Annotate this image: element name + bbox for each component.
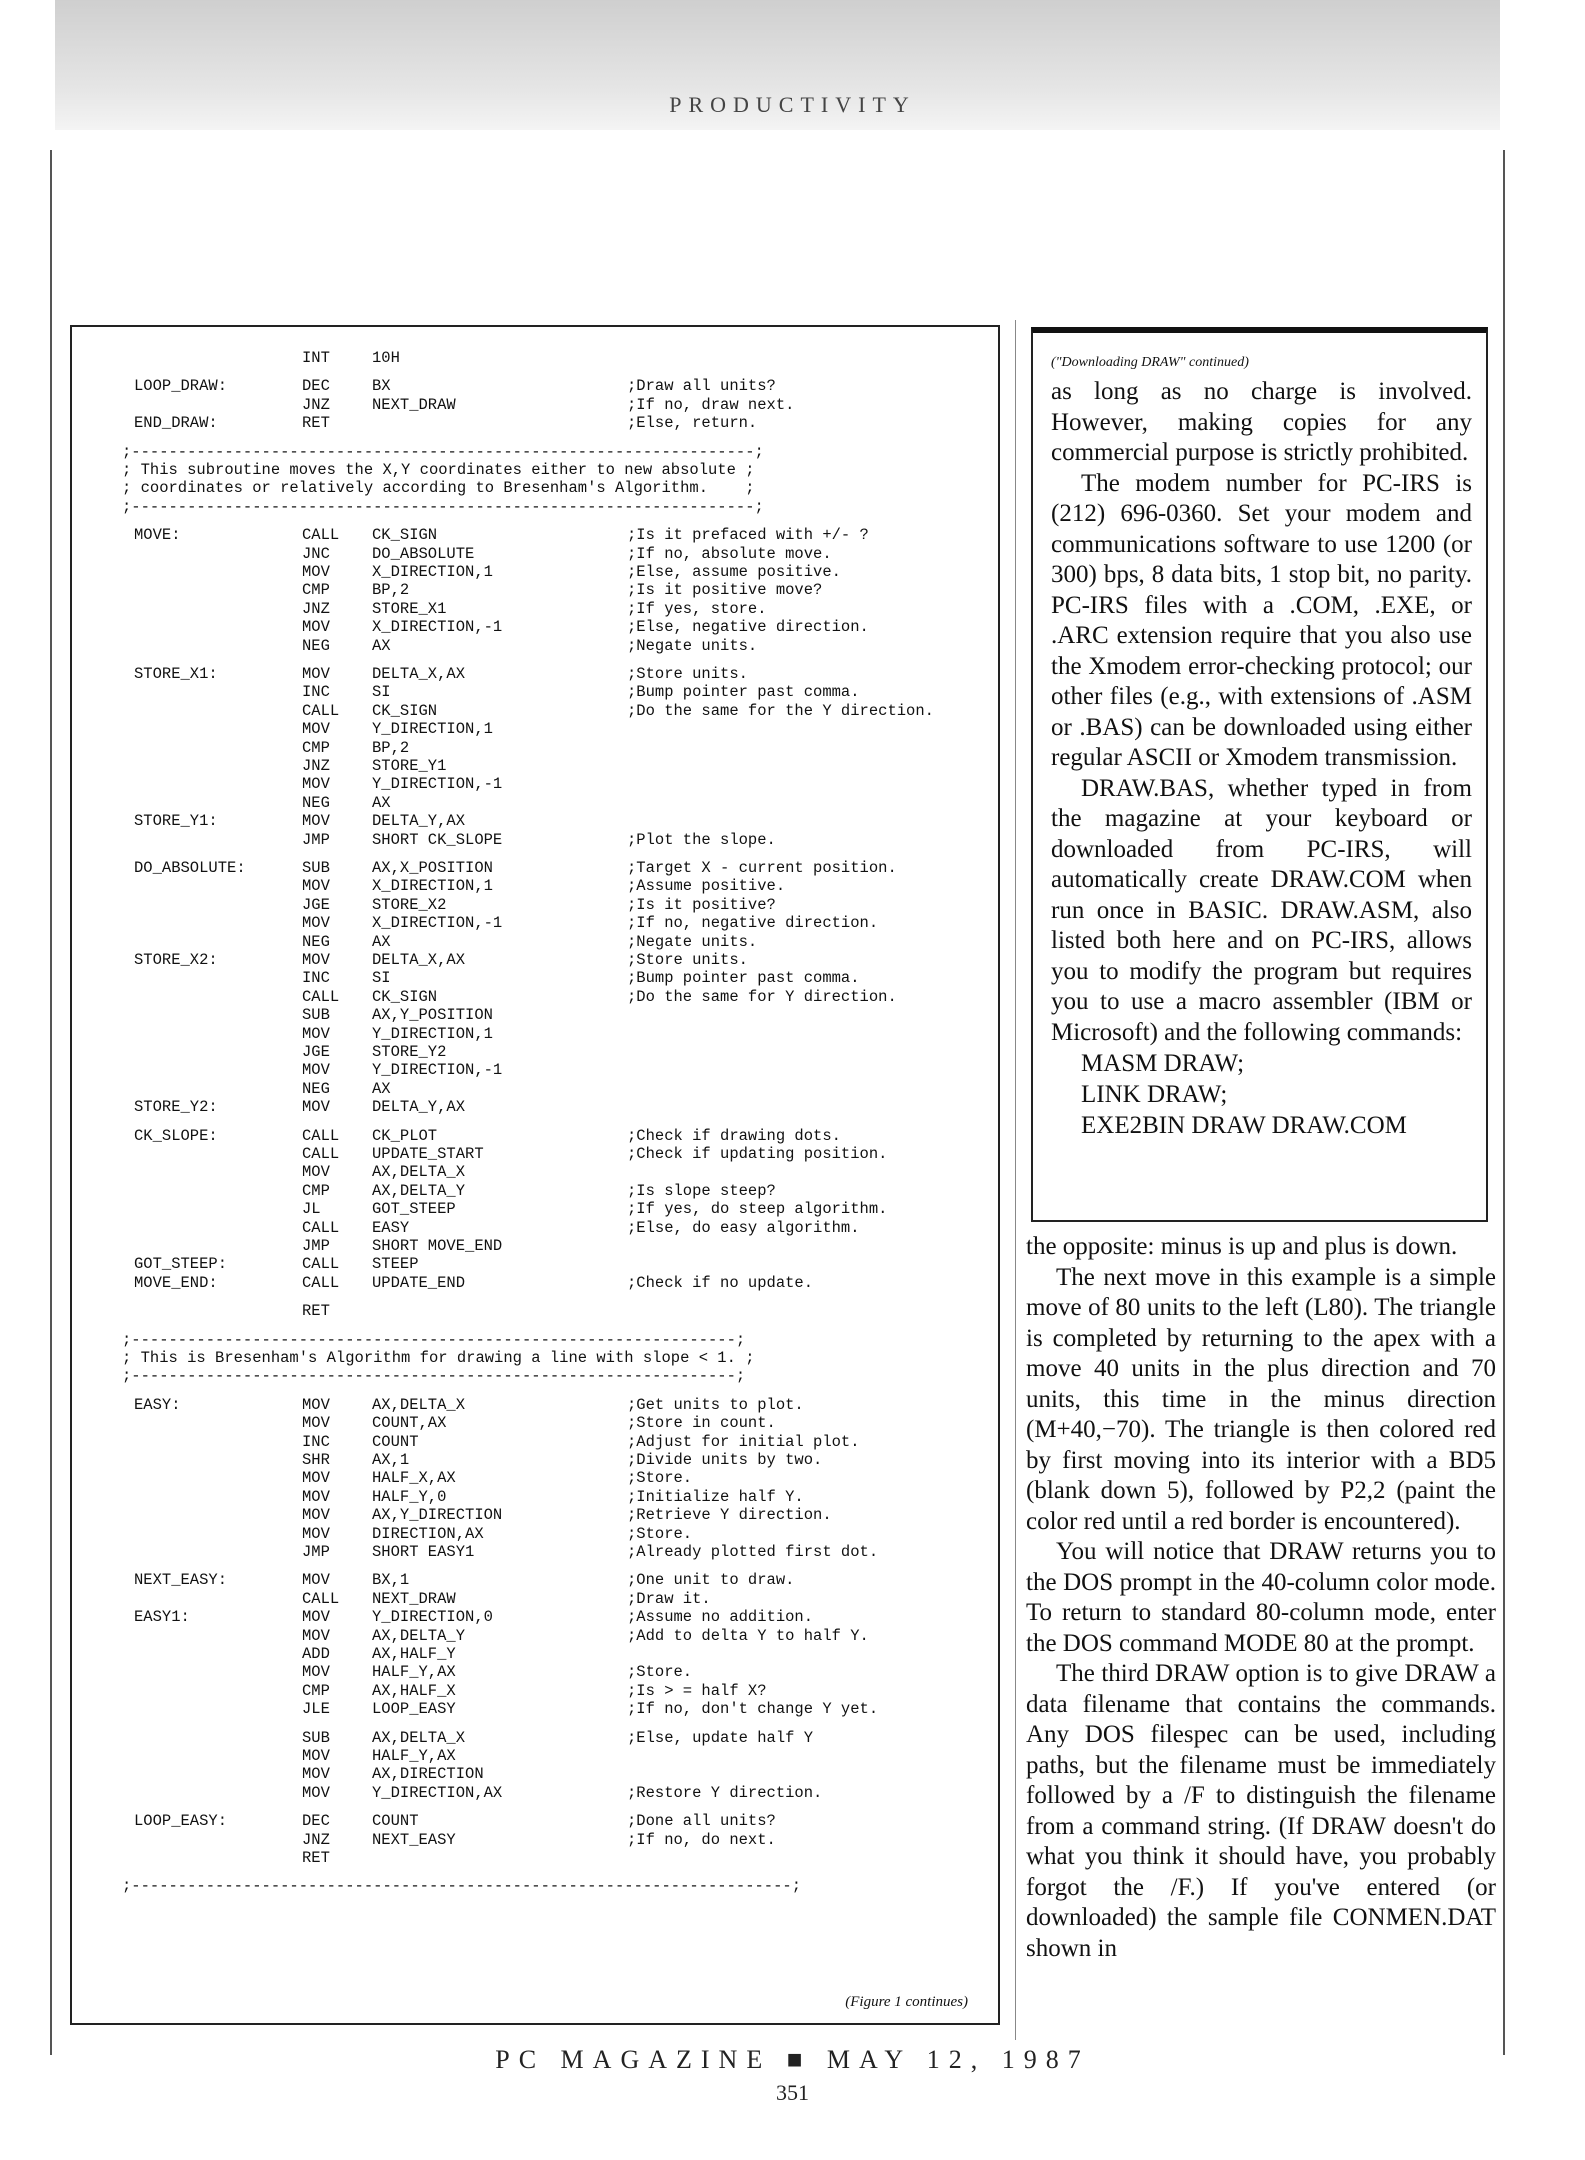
code-opcode: MOV: [302, 1024, 330, 1043]
code-opcode: INC: [302, 683, 330, 702]
assembly-listing: [72, 327, 998, 2023]
command-line: EXE2BIN DRAW DRAW.COM: [1081, 1112, 1407, 1139]
code-comment: ;Else, do easy algorithm.: [627, 1218, 860, 1237]
code-opcode: CALL: [302, 526, 340, 545]
code-operand: AX,DIRECTION: [372, 1765, 484, 1784]
code-operand: DELTA_X,AX: [372, 665, 466, 683]
comment-box-text: ;-------------------------------------------------------------------;: [122, 442, 764, 461]
code-label: STORE_Y1:: [134, 812, 218, 831]
code-label: STORE_X2:: [134, 951, 218, 969]
code-operand: HALF_Y,AX: [372, 1663, 456, 1682]
code-comment: ;Assume no addition.: [627, 1608, 814, 1627]
code-opcode: MOV: [302, 1414, 330, 1433]
code-operand: HALF_X,AX: [372, 1469, 456, 1488]
code-comment: ;Bump pointer past comma.: [627, 683, 860, 702]
comment-box-text: ; coordinates or relatively according to Bresenham's Algorithm. ;: [122, 479, 755, 498]
code-opcode: CALL: [302, 701, 340, 720]
code-label: END_DRAW:: [134, 414, 218, 433]
code-label: LOOP_DRAW:: [134, 377, 228, 396]
code-opcode: MOV: [302, 1469, 330, 1488]
command-list: [1081, 1048, 1472, 1141]
code-operand: Y_DIRECTION,AX: [372, 1783, 503, 1802]
code-operand: HALF_Y,AX: [372, 1747, 456, 1765]
code-opcode: CMP: [302, 1681, 330, 1700]
code-operand: DELTA_X,AX: [372, 951, 466, 969]
code-opcode: CALL: [302, 987, 340, 1006]
code-operand: BP,2: [372, 581, 410, 600]
code-opcode: JNC: [302, 544, 330, 563]
code-comment: ;Else, update half Y: [627, 1728, 814, 1747]
code-comment: ;Store in count.: [627, 1414, 776, 1433]
code-opcode: NEG: [302, 1079, 330, 1098]
code-opcode: MOV: [302, 775, 330, 794]
code-operand: AX: [372, 793, 391, 812]
code-operand: Y_DIRECTION,1: [372, 1024, 493, 1043]
code-comment: ;Is it prefaced with +/- ?: [627, 526, 869, 545]
code-operand: UPDATE_START: [372, 1145, 484, 1163]
code-operand: AX,DELTA_Y: [372, 1626, 466, 1645]
code-operand: AX,DELTA_X: [372, 1395, 466, 1414]
code-opcode: MOV: [302, 914, 330, 933]
code-operand: DIRECTION,AX: [372, 1524, 484, 1543]
code-comment: ;Store units.: [627, 951, 748, 969]
code-opcode: JNZ: [302, 757, 330, 775]
code-operand: STEEP: [372, 1255, 419, 1274]
code-operand: NEXT_DRAW: [372, 395, 456, 414]
code-opcode: CALL: [302, 1589, 340, 1608]
code-operand: AX,DELTA_X: [372, 1163, 466, 1182]
code-comment: ;Initialize half Y.: [627, 1487, 804, 1506]
code-opcode: MOV: [302, 1663, 330, 1682]
code-comment: ;If no, don't change Y yet.: [627, 1700, 879, 1719]
code-comment: ;Do the same for the Y direction.: [627, 701, 934, 720]
article-paragraph: The next move in this example is a simple move of 80 units to the left (L80). The triangle is completed by returning to the apex with a move 40 units in the plus direction and 70 units, this time in the minus direction (M+40,−70). The triangle is then colored red by first moving into its interior with a BD5 (blank down 5), followed by P2,2 (paint the color red until a red border is encountered).: [1026, 1263, 1496, 1535]
code-comment: ;If yes, store.: [627, 599, 767, 618]
code-operand: NEXT_EASY: [372, 1830, 456, 1849]
code-opcode: MOV: [302, 1608, 330, 1627]
code-comment: ;If no, do next.: [627, 1830, 776, 1849]
code-opcode: JGE: [302, 895, 330, 914]
code-opcode: SHR: [302, 1451, 330, 1469]
article-paragraph: You will notice that DRAW returns you to the DOS prompt in the 40-column color mode. To return to standard 80-column mode, enter the DOS command MODE 80 at the prompt.: [1026, 1538, 1496, 1657]
code-opcode: CMP: [302, 738, 330, 757]
code-operand: SI: [372, 683, 391, 702]
code-comment: ;Divide units by two.: [627, 1451, 823, 1469]
comment-box-text: ; This is Bresenham's Algorithm for drawing a line with slope < 1. ;: [122, 1349, 755, 1367]
code-label: STORE_Y2:: [134, 1098, 218, 1117]
code-opcode: CALL: [302, 1126, 340, 1145]
code-label: GOT_STEEP:: [134, 1255, 228, 1274]
code-opcode: INT: [302, 349, 330, 367]
comment-box-text: ;-----------------------------------------------------------------;: [122, 1330, 746, 1349]
code-comment: ;Draw it.: [627, 1589, 711, 1608]
code-operand: Y_DIRECTION,-1: [372, 1061, 503, 1080]
code-operand: Y_DIRECTION,1: [372, 720, 493, 739]
code-comment: ;If no, negative direction.: [627, 914, 879, 933]
code-opcode: RET: [302, 1302, 330, 1321]
column-rule: [1015, 320, 1016, 2040]
code-opcode: MOV: [302, 1747, 330, 1765]
code-opcode: SUB: [302, 859, 330, 877]
code-opcode: MOV: [302, 1487, 330, 1506]
code-opcode: MOV: [302, 877, 330, 896]
code-operand: 10H: [372, 349, 400, 367]
code-label: STORE_X1:: [134, 665, 218, 683]
code-label: EASY1:: [134, 1608, 190, 1627]
code-opcode: CALL: [302, 1145, 340, 1163]
page-number: 351: [776, 2080, 809, 2105]
code-operand: X_DIRECTION,1: [372, 563, 493, 581]
code-opcode: MOV: [302, 720, 330, 739]
code-opcode: DEC: [302, 377, 330, 396]
code-comment: ;Check if updating position.: [627, 1145, 888, 1163]
code-operand: NEXT_DRAW: [372, 1589, 456, 1608]
code-opcode: JNZ: [302, 1830, 330, 1849]
comment-box-text: ;-----------------------------------------------------------------;: [122, 1367, 746, 1386]
code-operand: AX: [372, 636, 391, 655]
code-operand: AX: [372, 1079, 391, 1098]
code-opcode: JMP: [302, 1237, 330, 1255]
code-opcode: NEG: [302, 636, 330, 655]
code-opcode: MOV: [302, 618, 330, 637]
code-comment: ;Target X - current position.: [627, 859, 897, 877]
code-operand: UPDATE_END: [372, 1273, 466, 1292]
code-opcode: MOV: [302, 1098, 330, 1117]
magazine-footer: PC MAGAZINE ■ MAY 12, 1987: [495, 2045, 1090, 2074]
code-label: NEXT_EASY:: [134, 1571, 228, 1590]
code-comment: ;Check if no update.: [627, 1273, 814, 1292]
code-opcode: MOV: [302, 1061, 330, 1080]
code-label: MOVE:: [134, 526, 181, 545]
code-operand: COUNT,AX: [372, 1414, 447, 1433]
code-comment: ;Already plotted first dot.: [627, 1543, 879, 1561]
code-comment: ;Done all units?: [627, 1812, 776, 1831]
code-label: LOOP_EASY:: [134, 1812, 228, 1831]
code-opcode: CALL: [302, 1218, 340, 1237]
code-opcode: NEG: [302, 932, 330, 951]
code-opcode: INC: [302, 1432, 330, 1451]
code-opcode: CMP: [302, 581, 330, 600]
code-comment: ;Else, assume positive.: [627, 563, 841, 581]
code-comment: ;Plot the slope.: [627, 830, 776, 849]
code-comment: ;Negate units.: [627, 636, 758, 655]
code-opcode: MOV: [302, 563, 330, 581]
code-opcode: JL: [302, 1200, 321, 1219]
code-comment: ;Store.: [627, 1469, 693, 1488]
code-opcode: MOV: [302, 665, 330, 683]
code-operand: Y_DIRECTION,-1: [372, 775, 503, 794]
code-comment: ;One unit to draw.: [627, 1571, 795, 1590]
code-opcode: MOV: [302, 1506, 330, 1525]
comment-box-text: ;-------------------------------------------------------------------;: [122, 497, 764, 516]
code-operand: COUNT: [372, 1432, 419, 1451]
code-operand: AX,DELTA_Y: [372, 1181, 466, 1200]
command-line: MASM DRAW;: [1081, 1050, 1245, 1077]
code-opcode: MOV: [302, 1571, 330, 1590]
figure-continues-note: (Figure 1 continues): [845, 1994, 968, 2010]
code-operand: BX: [372, 377, 391, 396]
code-operand: X_DIRECTION,-1: [372, 914, 503, 933]
code-opcode: RET: [302, 414, 330, 433]
code-comment: ;Draw all units?: [627, 377, 776, 396]
code-comment: ;If yes, do steep algorithm.: [627, 1200, 888, 1219]
code-opcode: JGE: [302, 1043, 330, 1061]
code-operand: STORE_Y1: [372, 757, 447, 775]
code-opcode: ADD: [302, 1645, 330, 1663]
code-comment: ;Store.: [627, 1524, 693, 1543]
code-operand: X_DIRECTION,-1: [372, 618, 503, 637]
command-line: LINK DRAW;: [1081, 1081, 1228, 1108]
figure-listing-box: [70, 325, 1000, 2025]
code-opcode: JMP: [302, 1543, 330, 1561]
code-comment: ;Retrieve Y direction.: [627, 1506, 832, 1525]
code-opcode: MOV: [302, 812, 330, 831]
code-opcode: MOV: [302, 951, 330, 969]
downloading-draw-sidebar: [1031, 327, 1488, 1222]
section-label: PRODUCTIVITY: [669, 92, 916, 117]
code-comment: ;Is it positive?: [627, 895, 776, 914]
code-label: MOVE_END:: [134, 1273, 218, 1292]
code-comment: ;Adjust for initial plot.: [627, 1432, 860, 1451]
code-operand: EASY: [372, 1218, 410, 1237]
code-comment: ;Check if drawing dots.: [627, 1126, 841, 1145]
code-operand: STORE_X2: [372, 895, 447, 914]
code-comment: ;Negate units.: [627, 932, 758, 951]
code-comment: ;Bump pointer past comma.: [627, 969, 860, 988]
code-opcode: CMP: [302, 1181, 330, 1200]
code-operand: AX,DELTA_X: [372, 1728, 466, 1747]
code-operand: AX,X_POSITION: [372, 859, 493, 877]
code-opcode: INC: [302, 969, 330, 988]
code-operand: AX,HALF_Y: [372, 1645, 456, 1663]
left-rule: [50, 150, 52, 2055]
code-label: DO_ABSOLUTE:: [134, 859, 246, 877]
code-opcode: SUB: [302, 1006, 330, 1025]
code-opcode: MOV: [302, 1626, 330, 1645]
sidebar-paragraph: DRAW.BAS, whether typed in from the magazine at your keyboard or downloaded from PC-IRS, will automatically create DRAW.COM when run once in BASIC. DRAW.ASM, also listed both here and on PC-IRS, allows you to modify the program but requires you to use a macro assembler (IBM or Microsoft) and the following commands:: [1051, 774, 1472, 1046]
code-operand: BX,1: [372, 1571, 410, 1590]
code-comment: ;Else, return.: [627, 414, 758, 433]
code-opcode: JMP: [302, 830, 330, 849]
code-opcode: MOV: [302, 1783, 330, 1802]
code-label: CK_SLOPE:: [134, 1126, 218, 1145]
code-operand: SHORT EASY1: [372, 1543, 475, 1561]
code-operand: COUNT: [372, 1812, 419, 1831]
sidebar-paragraph: The modem number for PC-IRS is (212) 696-0360. Set your modem and communications software to use 1200 (or 300) bps, 8 data bits, 1 stop bit, no parity. PC-IRS files with a .COM, .EXE, or .ARC extension require that you also use the Xmodem error-checking protocol; our other files (e.g., with extensions of .ASM or .BAS) can be downloaded using either regular ASCII or Xmodem transmission.: [1051, 469, 1472, 771]
code-operand: AX,Y_POSITION: [372, 1006, 493, 1025]
code-comment: ;Is it positive move?: [627, 581, 823, 600]
code-opcode: MOV: [302, 1524, 330, 1543]
code-opcode: JNZ: [302, 599, 330, 618]
code-opcode: MOV: [302, 1765, 330, 1784]
sidebar-paragraph: as long as no charge is involved. However, making copies for any commercial purpose is strictly prohibited.: [1051, 378, 1472, 466]
code-operand: LOOP_EASY: [372, 1700, 456, 1719]
code-opcode: MOV: [302, 1163, 330, 1182]
code-operand: GOT_STEEP: [372, 1200, 456, 1219]
code-comment: ;Assume positive.: [627, 877, 786, 896]
code-operand: CK_SIGN: [372, 526, 438, 545]
code-opcode: MOV: [302, 1395, 330, 1414]
code-comment: ;Is > = half X?: [627, 1681, 767, 1700]
code-opcode: CALL: [302, 1255, 340, 1274]
code-operand: DO_ABSOLUTE: [372, 544, 475, 563]
comment-box-text: ;-----------------------------------------------------------------------;: [122, 1877, 802, 1896]
right-rule: [1503, 150, 1505, 2055]
code-operand: DELTA_Y,AX: [372, 1098, 466, 1117]
code-opcode: DEC: [302, 1812, 330, 1831]
sidebar-continued-label: ("Downloading DRAW" continued): [1051, 355, 1249, 370]
code-operand: SI: [372, 969, 391, 988]
code-comment: ;Restore Y direction.: [627, 1783, 823, 1802]
code-opcode: JNZ: [302, 395, 330, 414]
code-operand: HALF_Y,0: [372, 1487, 447, 1506]
code-operand: BP,2: [372, 738, 410, 757]
code-comment: ;Is slope steep?: [627, 1181, 776, 1200]
code-operand: Y_DIRECTION,0: [372, 1608, 493, 1627]
code-comment: ;Else, negative direction.: [627, 618, 869, 637]
code-comment: ;Store units.: [627, 665, 748, 683]
code-operand: CK_SIGN: [372, 701, 438, 720]
code-comment: ;Get units to plot.: [627, 1395, 804, 1414]
code-comment: ;Do the same for Y direction.: [627, 987, 897, 1006]
article-column: [1026, 1232, 1496, 1964]
code-opcode: CALL: [302, 1273, 340, 1292]
code-operand: SHORT MOVE_END: [372, 1237, 503, 1255]
code-opcode: RET: [302, 1849, 330, 1867]
code-opcode: JLE: [302, 1700, 330, 1719]
code-operand: CK_PLOT: [372, 1126, 438, 1145]
code-label: EASY:: [134, 1395, 181, 1414]
code-operand: AX: [372, 932, 391, 951]
article-paragraph: the opposite: minus is up and plus is down.: [1026, 1233, 1458, 1260]
code-operand: STORE_Y2: [372, 1043, 447, 1061]
code-operand: AX,Y_DIRECTION: [372, 1506, 503, 1525]
code-operand: AX,1: [372, 1451, 410, 1469]
code-operand: SHORT CK_SLOPE: [372, 830, 503, 849]
code-comment: ;Store.: [627, 1663, 693, 1682]
code-operand: STORE_X1: [372, 599, 447, 618]
article-paragraph: The third DRAW option is to give DRAW a data filename that contains the commands. Any DOS filespec can be used, including paths, but the filename must be immediately followed by a /F to distinguish the filename from a command string. (If DRAW doesn't do what you think it should have, you probably forgot the /F.) If you've entered (or downloaded) the sample file CONMEN.DAT shown in: [1026, 1660, 1496, 1962]
code-opcode: SUB: [302, 1728, 330, 1747]
code-opcode: NEG: [302, 793, 330, 812]
code-comment: ;If no, absolute move.: [627, 544, 832, 563]
code-operand: CK_SIGN: [372, 987, 438, 1006]
code-operand: AX,HALF_X: [372, 1681, 456, 1700]
code-operand: DELTA_Y,AX: [372, 812, 466, 831]
code-operand: X_DIRECTION,1: [372, 877, 493, 896]
comment-box-text: ; This subroutine moves the X,Y coordinates either to new absolute ;: [122, 461, 755, 479]
code-comment: ;Add to delta Y to half Y.: [627, 1626, 869, 1645]
code-comment: ;If no, draw next.: [627, 395, 795, 414]
